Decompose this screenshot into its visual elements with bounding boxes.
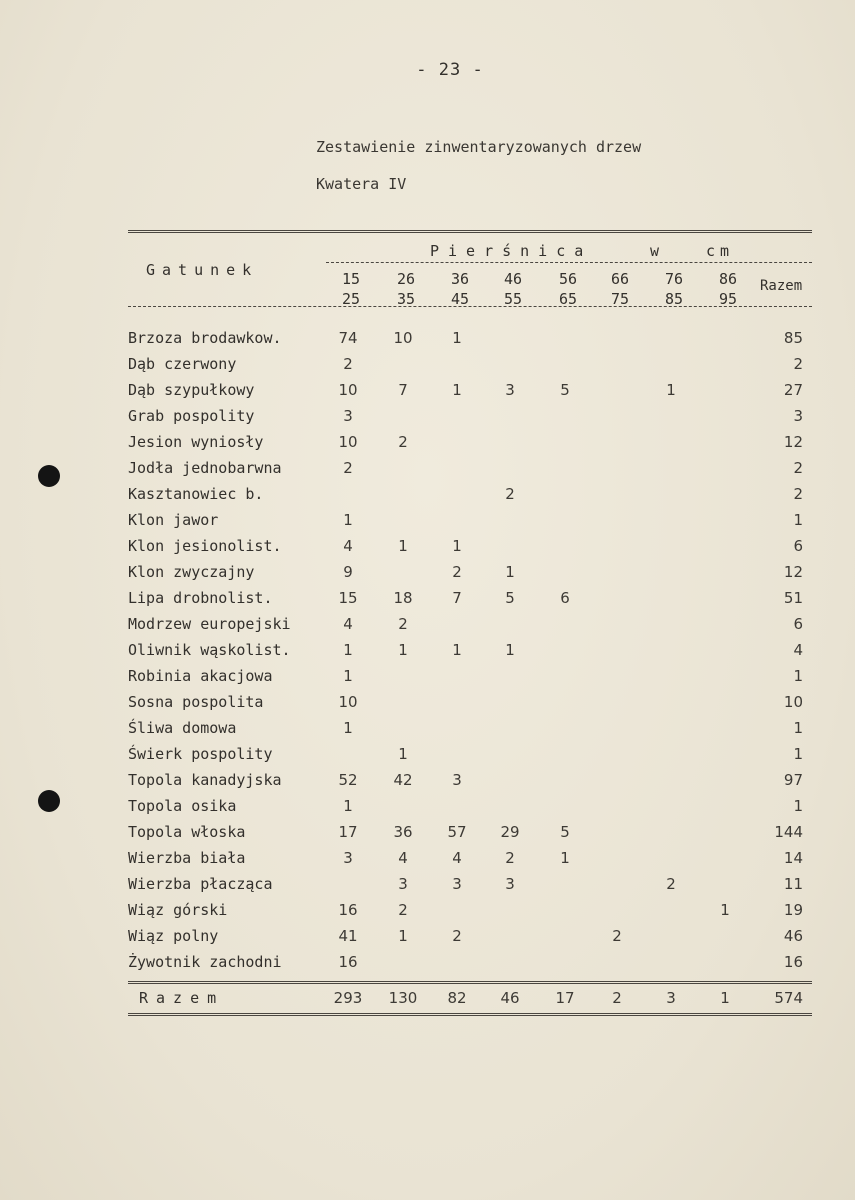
row-total-cell: 14 (783, 849, 803, 867)
count-cell: 10 (338, 433, 358, 451)
count-cell: 2 (612, 927, 622, 945)
table-row (0, 927, 855, 953)
table-row (0, 797, 855, 823)
count-cell: 16 (338, 901, 358, 919)
count-cell: 3 (505, 381, 515, 399)
table-top-rule (128, 230, 812, 233)
row-total-cell: 19 (783, 901, 803, 919)
row-total-cell: 2 (793, 355, 803, 373)
table-row (0, 719, 855, 745)
column-total-cell: 17 (555, 989, 575, 1007)
species-name: Wiąz polny (128, 927, 219, 945)
row-total-cell: 27 (783, 381, 803, 399)
count-cell: 18 (393, 589, 413, 607)
table-row (0, 641, 855, 667)
count-cell: 5 (560, 823, 570, 841)
column-total-cell: 3 (666, 989, 676, 1007)
range-upper: 35 (396, 290, 416, 308)
row-total-cell: 6 (793, 615, 803, 633)
diameter-header-in: w (650, 242, 660, 260)
diameter-range-header (331, 269, 371, 309)
count-cell: 29 (500, 823, 520, 841)
table-row (0, 433, 855, 459)
species-name: Topola osika (128, 797, 237, 815)
count-cell: 4 (343, 537, 353, 555)
table-row (0, 901, 855, 927)
count-cell: 10 (393, 329, 413, 347)
count-cell: 10 (338, 381, 358, 399)
total-row-label: Razem (139, 989, 225, 1007)
table-row (0, 875, 855, 901)
row-total-cell: 51 (783, 589, 803, 607)
table-row (0, 459, 855, 485)
count-cell: 2 (343, 355, 353, 373)
total-column-header: Razem (760, 278, 803, 294)
count-cell: 42 (393, 771, 413, 789)
range-lower: 15 (341, 270, 361, 288)
count-cell: 3 (505, 875, 515, 893)
range-upper: 25 (341, 290, 361, 308)
count-cell: 3 (398, 875, 408, 893)
range-lower: 66 (610, 270, 630, 288)
species-name: Jodła jednobarwna (128, 459, 282, 477)
range-upper: 55 (503, 290, 523, 308)
species-name: Dąb czerwony (128, 355, 237, 373)
count-cell: 1 (452, 381, 462, 399)
range-upper: 85 (664, 290, 684, 308)
range-upper: 65 (558, 290, 578, 308)
row-total-cell: 2 (793, 459, 803, 477)
table-row (0, 745, 855, 771)
count-cell: 3 (343, 849, 353, 867)
count-cell: 2 (398, 615, 408, 633)
count-cell: 1 (666, 381, 676, 399)
count-cell: 1 (398, 641, 408, 659)
table-row (0, 485, 855, 511)
table-row (0, 849, 855, 875)
count-cell: 74 (338, 329, 358, 347)
count-cell: 5 (505, 589, 515, 607)
table-body (0, 329, 855, 979)
table-row (0, 693, 855, 719)
row-total-cell: 12 (783, 563, 803, 581)
range-lower: 76 (664, 270, 684, 288)
row-total-cell: 11 (783, 875, 803, 893)
row-total-cell: 16 (783, 953, 803, 971)
species-name: Robinia akacjowa (128, 667, 273, 685)
range-upper: 95 (718, 290, 738, 308)
count-cell: 2 (398, 433, 408, 451)
count-cell: 36 (393, 823, 413, 841)
diameter-header-unit: cm (706, 242, 735, 260)
table-rule (128, 981, 812, 984)
species-name: Wiąz górski (128, 901, 228, 919)
diameter-range-header (440, 269, 480, 309)
row-total-cell: 144 (774, 823, 803, 841)
column-total-cell: 293 (333, 989, 363, 1007)
range-upper: 75 (610, 290, 630, 308)
count-cell: 1 (720, 901, 730, 919)
range-lower: 46 (503, 270, 523, 288)
species-name: Sosna pospolita (128, 693, 264, 711)
count-cell: 4 (452, 849, 462, 867)
count-cell: 1 (343, 641, 353, 659)
count-cell: 2 (398, 901, 408, 919)
species-name: Oliwnik wąskolist. (128, 641, 291, 659)
range-lower: 56 (558, 270, 578, 288)
column-total-cell: 46 (500, 989, 520, 1007)
table-row (0, 329, 855, 355)
diameter-range-header (708, 269, 748, 309)
row-total-cell: 97 (783, 771, 803, 789)
row-total-cell: 1 (793, 719, 803, 737)
column-total-cell: 130 (388, 989, 418, 1007)
count-cell: 1 (343, 667, 353, 685)
table-row (0, 355, 855, 381)
count-cell: 5 (560, 381, 570, 399)
count-cell: 1 (343, 719, 353, 737)
row-total-cell: 1 (793, 797, 803, 815)
count-cell: 1 (452, 537, 462, 555)
page-number: - 23 - (416, 60, 484, 80)
count-cell: 3 (452, 875, 462, 893)
count-cell: 4 (398, 849, 408, 867)
count-cell: 1 (505, 563, 515, 581)
grand-total-cell: 574 (774, 989, 803, 1007)
count-cell: 4 (343, 615, 353, 633)
range-lower: 26 (396, 270, 416, 288)
count-cell: 1 (398, 927, 408, 945)
count-cell: 1 (398, 537, 408, 555)
count-cell: 1 (560, 849, 570, 867)
row-total-cell: 12 (783, 433, 803, 451)
species-name: Grab pospolity (128, 407, 255, 425)
table-row (0, 589, 855, 615)
count-cell: 17 (338, 823, 358, 841)
range-lower: 86 (718, 270, 738, 288)
table-row (0, 823, 855, 849)
species-name: Klon jesionolist. (128, 537, 282, 555)
count-cell: 1 (343, 511, 353, 529)
column-total-cell: 1 (720, 989, 730, 1007)
species-name: Klon zwyczajny (128, 563, 255, 581)
count-cell: 7 (398, 381, 408, 399)
species-name: Modrzew europejski (128, 615, 291, 633)
count-cell: 41 (338, 927, 358, 945)
count-cell: 6 (560, 589, 570, 607)
header-bottom-rule (128, 306, 812, 307)
table-bottom-rule (128, 1013, 812, 1016)
row-total-cell: 3 (793, 407, 803, 425)
table-row (0, 381, 855, 407)
species-name: Topola włoska (128, 823, 246, 841)
table-row (0, 537, 855, 563)
count-cell: 1 (505, 641, 515, 659)
species-name: Jesion wyniosły (128, 433, 264, 451)
species-name: Wierzba płacząca (128, 875, 273, 893)
group-header-underline (326, 262, 812, 263)
count-cell: 2 (343, 459, 353, 477)
count-cell: 2 (452, 563, 462, 581)
diameter-range-header (654, 269, 694, 309)
count-cell: 1 (398, 745, 408, 763)
table-row (0, 511, 855, 537)
species-name: Wierzba biała (128, 849, 246, 867)
species-column-header: Gatunek (146, 261, 259, 279)
column-total-cell: 2 (612, 989, 622, 1007)
count-cell: 7 (452, 589, 462, 607)
table-row (0, 615, 855, 641)
species-name: Topola kanadyjska (128, 771, 282, 789)
species-name: Świerk pospolity (128, 745, 273, 763)
diameter-range-header (493, 269, 533, 309)
count-cell: 3 (452, 771, 462, 789)
species-name: Kasztanowiec b. (128, 485, 264, 503)
diameter-range-header (386, 269, 426, 309)
count-cell: 15 (338, 589, 358, 607)
count-cell: 2 (452, 927, 462, 945)
range-lower: 36 (450, 270, 470, 288)
table-row (0, 953, 855, 979)
row-total-cell: 1 (793, 667, 803, 685)
page-title: Zestawienie zinwentaryzowanych drzew (316, 138, 642, 156)
species-name: Dąb szypułkowy (128, 381, 255, 399)
table-row (0, 563, 855, 589)
count-cell: 1 (452, 329, 462, 347)
count-cell: 9 (343, 563, 353, 581)
table-row (0, 771, 855, 797)
diameter-header: Pierśnica (430, 242, 593, 260)
column-total-cell: 82 (447, 989, 467, 1007)
row-total-cell: 6 (793, 537, 803, 555)
row-total-cell: 85 (783, 329, 803, 347)
species-name: Brzoza brodawkow. (128, 329, 282, 347)
species-name: Klon jawor (128, 511, 219, 529)
row-total-cell: 1 (793, 745, 803, 763)
table-row (0, 667, 855, 693)
count-cell: 57 (447, 823, 467, 841)
count-cell: 1 (452, 641, 462, 659)
species-name: Śliwa domowa (128, 719, 237, 737)
count-cell: 16 (338, 953, 358, 971)
page-subtitle: Kwatera IV (316, 175, 407, 193)
row-total-cell: 1 (793, 511, 803, 529)
row-total-cell: 4 (793, 641, 803, 659)
row-total-cell: 2 (793, 485, 803, 503)
row-total-cell: 46 (783, 927, 803, 945)
count-cell: 2 (505, 849, 515, 867)
count-cell: 2 (505, 485, 515, 503)
row-total-cell: 10 (783, 693, 803, 711)
total-row (0, 989, 855, 1013)
range-upper: 45 (450, 290, 470, 308)
count-cell: 52 (338, 771, 358, 789)
count-cell: 1 (343, 797, 353, 815)
diameter-range-header (600, 269, 640, 309)
species-name: Żywotnik zachodni (128, 953, 282, 971)
diameter-range-header (548, 269, 588, 309)
count-cell: 3 (343, 407, 353, 425)
count-cell: 10 (338, 693, 358, 711)
table-row (0, 407, 855, 433)
species-name: Lipa drobnolist. (128, 589, 273, 607)
count-cell: 2 (666, 875, 676, 893)
